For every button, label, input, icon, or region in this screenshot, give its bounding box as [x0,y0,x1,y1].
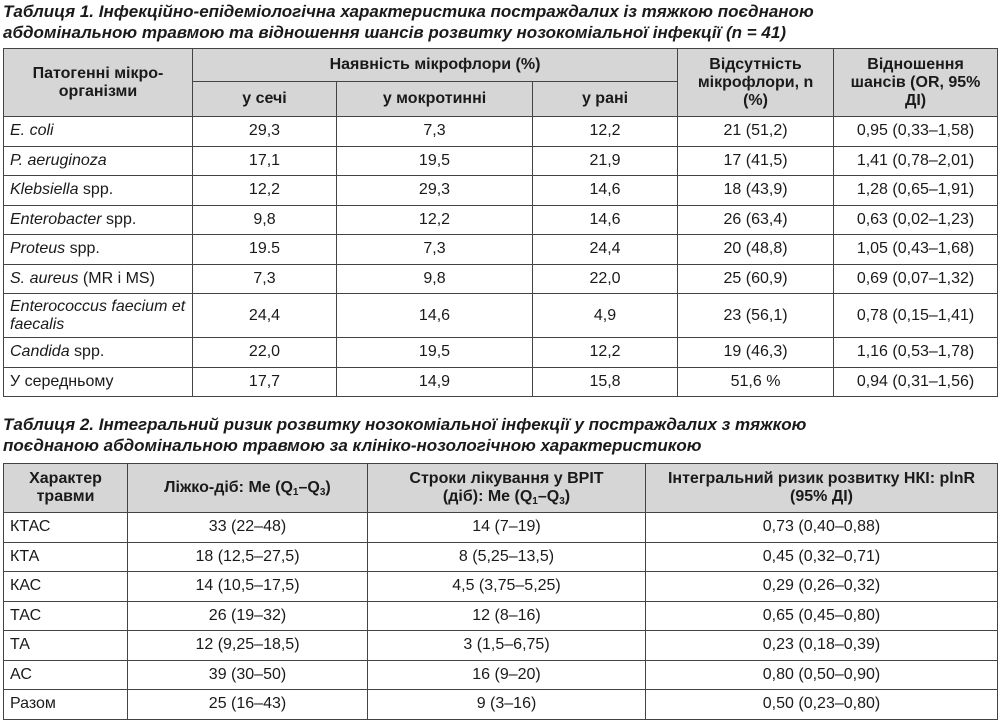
cell-wound: 24,4 [533,235,678,265]
pathogen-name: Candida spp. [4,338,193,368]
cell-type: КТАС [4,513,128,543]
cell-sputum: 7,3 [337,235,533,265]
cell-urine: 19.5 [193,235,337,265]
table1-row [4,338,998,368]
table1-caption-line1: Таблиця 1. Інфекційно-епідеміологічна характеристика постраждалих із тяжкою поєднаною [3,2,814,21]
cell-wound: 21,9 [533,146,678,176]
cell-risk: 0,73 (0,40–0,88) [646,513,998,543]
cell-treatment: 12 (8–16) [368,601,646,631]
cell-treatment: 14 (7–19) [368,513,646,543]
cell-treatment: 4,5 (3,75–5,25) [368,572,646,602]
table1-row [4,264,998,294]
cell-bed-days: 14 (10,5–17,5) [128,572,368,602]
table1-row [4,176,998,206]
cell-sputum: 7,3 [337,117,533,147]
cell-odds: 0,78 (0,15–1,41) [834,294,998,338]
cell-urine: 9,8 [193,205,337,235]
table1-row [4,205,998,235]
cell-treatment: 9 (3–16) [368,690,646,720]
cell-risk: 0,65 (0,45–0,80) [646,601,998,631]
header-sputum: у мокротинні [337,82,533,117]
table2-caption [3,414,806,456]
cell-bed-days: 39 (30–50) [128,660,368,690]
table1-row [4,146,998,176]
cell-wound: 15,8 [533,367,678,397]
cell-urine: 22,0 [193,338,337,368]
pathogen-name: У середньому [4,367,193,397]
table1-caption-line2: абдомінальною травмою та відношення шансів розвитку нозокоміальної інфекції (n = 41) [3,23,786,42]
table2-row [4,690,998,720]
table2-caption-line1: Таблиця 2. Інтегральний ризик розвитку нозокоміальної інфекції у постраждалих з тяжкою [3,415,807,434]
cell-odds: 0,94 (0,31–1,56) [834,367,998,397]
table2 [3,463,998,720]
table2-row [4,660,998,690]
cell-sputum: 14,9 [337,367,533,397]
cell-sputum: 12,2 [337,205,533,235]
table1-row [4,235,998,265]
table1-row [4,294,998,338]
cell-absence: 17 (41,5) [678,146,834,176]
cell-wound: 14,6 [533,176,678,206]
cell-type: АС [4,660,128,690]
table2-caption-line2: поєднаною абдомінальною травмою за клініко-нозологічною характеристикою [3,436,702,455]
cell-treatment: 3 (1,5–6,75) [368,631,646,661]
cell-bed-days: 18 (12,5–27,5) [128,542,368,572]
cell-odds: 1,28 (0,65–1,91) [834,176,998,206]
cell-bed-days: 12 (9,25–18,5) [128,631,368,661]
table2-row [4,572,998,602]
cell-urine: 29,3 [193,117,337,147]
cell-risk: 0,29 (0,26–0,32) [646,572,998,602]
cell-urine: 17,7 [193,367,337,397]
cell-sputum: 19,5 [337,338,533,368]
header-treatment: Строки лікування у ВРІТ (діб): Me $(Q_1-Q_3)$ [368,464,646,513]
cell-wound: 14,6 [533,205,678,235]
cell-absence: 20 (48,8) [678,235,834,265]
header-bed-days: Ліжко-діб: Me $(Q_1-Q_3)$ [128,464,368,513]
cell-absence: 51,6 % [678,367,834,397]
pathogen-name: P. aeruginoza [4,146,193,176]
cell-treatment: 8 (5,25–13,5) [368,542,646,572]
cell-bed-days: 33 (22–48) [128,513,368,543]
cell-risk: 0,80 (0,50–0,90) [646,660,998,690]
cell-odds: 0,69 (0,07–1,32) [834,264,998,294]
cell-wound: 12,2 [533,338,678,368]
cell-sputum: 19,5 [337,146,533,176]
pathogen-name: Klebsiella spp. [4,176,193,206]
header-trauma: Характер травми [4,464,128,513]
cell-urine: 7,3 [193,264,337,294]
cell-type: КТА [4,542,128,572]
table2-row [4,542,998,572]
cell-sputum: 14,6 [337,294,533,338]
cell-type: Разом [4,690,128,720]
cell-sputum: 9,8 [337,264,533,294]
cell-odds: 0,63 (0,02–1,23) [834,205,998,235]
cell-absence: 23 (56,1) [678,294,834,338]
cell-wound: 4,9 [533,294,678,338]
header-risk: Інтегральний ризик розвитку НКІ: plnR (95% ДІ) [646,464,998,513]
cell-bed-days: 25 (16–43) [128,690,368,720]
header-absence: Відсутність мікрофлори, n (%) [678,49,834,117]
table1 [3,48,998,397]
cell-wound: 12,2 [533,117,678,147]
cell-wound: 22,0 [533,264,678,294]
header-presence: Наявність мікрофлори (%) [193,49,678,82]
cell-absence: 26 (63,4) [678,205,834,235]
pathogen-name: S. aureus (MR і MS) [4,264,193,294]
cell-treatment: 16 (9–20) [368,660,646,690]
cell-urine: 24,4 [193,294,337,338]
cell-odds: 1,41 (0,78–2,01) [834,146,998,176]
table2-row [4,513,998,543]
header-odds: Відношення шансів (OR, 95% ДІ) [834,49,998,117]
table1-caption [3,1,814,43]
cell-type: КАС [4,572,128,602]
cell-risk: 0,45 (0,32–0,71) [646,542,998,572]
cell-odds: 1,05 (0,43–1,68) [834,235,998,265]
table1-row [4,367,998,397]
table2-row [4,631,998,661]
table2-row [4,601,998,631]
pathogen-name: E. coli [4,117,193,147]
cell-risk: 0,23 (0,18–0,39) [646,631,998,661]
cell-type: ТАС [4,601,128,631]
cell-odds: 1,16 (0,53–1,78) [834,338,998,368]
cell-urine: 17,1 [193,146,337,176]
cell-absence: 21 (51,2) [678,117,834,147]
header-urine: у сечі [193,82,337,117]
pathogen-name: Enterococcus faecium et faecalis [4,294,193,338]
cell-type: ТА [4,631,128,661]
cell-bed-days: 26 (19–32) [128,601,368,631]
header-pathogen: Патогенні мікро-організми [4,49,193,117]
cell-sputum: 29,3 [337,176,533,206]
cell-absence: 25 (60,9) [678,264,834,294]
table1-row [4,117,998,147]
cell-absence: 18 (43,9) [678,176,834,206]
pathogen-name: Enterobacter spp. [4,205,193,235]
pathogen-name: Proteus spp. [4,235,193,265]
cell-absence: 19 (46,3) [678,338,834,368]
cell-odds: 0,95 (0,33–1,58) [834,117,998,147]
cell-risk: 0,50 (0,23–0,80) [646,690,998,720]
header-wound: у рані [533,82,678,117]
cell-urine: 12,2 [193,176,337,206]
